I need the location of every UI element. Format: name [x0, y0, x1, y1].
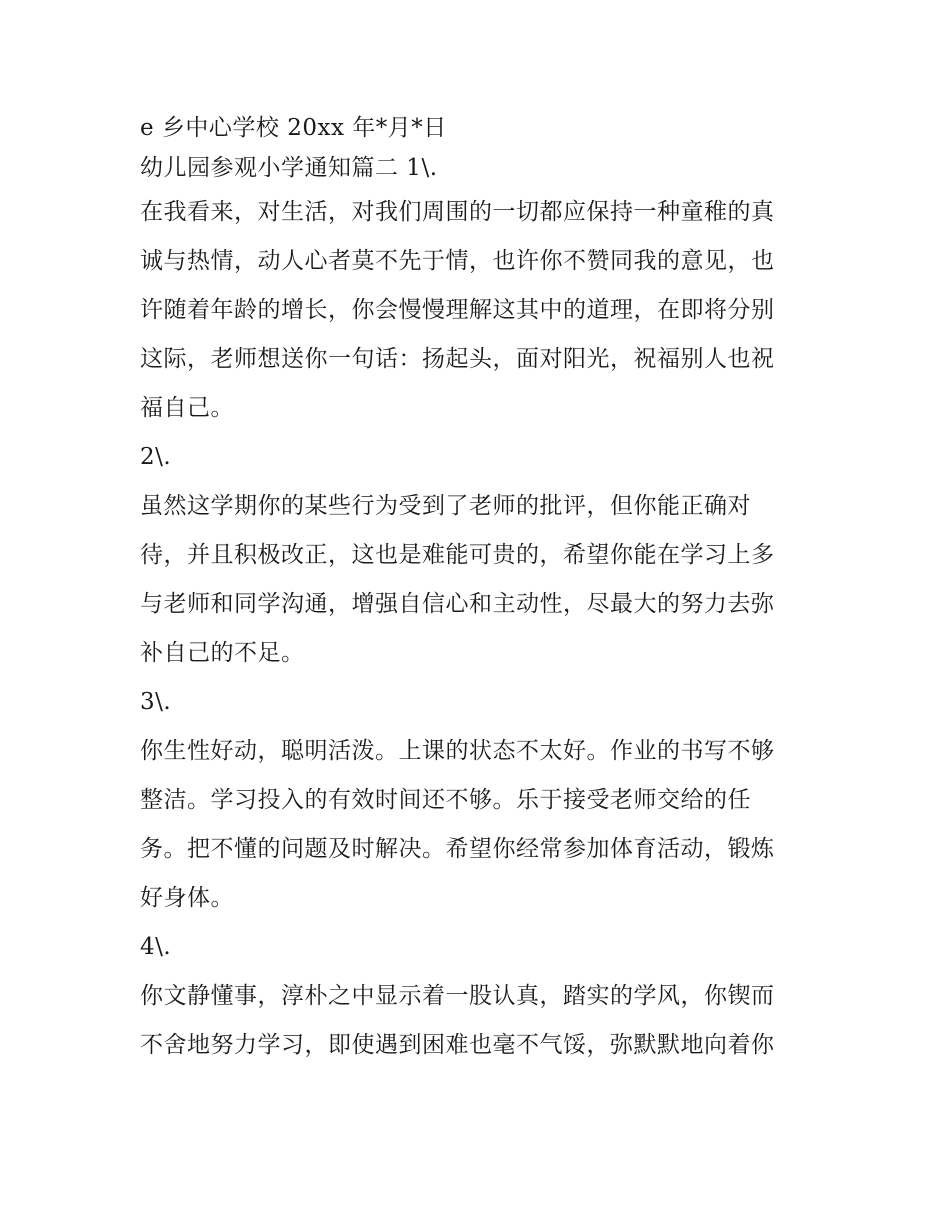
section-number: 4\.	[140, 934, 172, 960]
paragraph-line: 待，并且积极改正，这也是难能可贵的，希望你能在学习上多	[140, 542, 775, 568]
paragraph-line: 这际，老师想送你一句话：扬起头，面对阳光，祝福别人也祝	[140, 346, 775, 372]
section-2	[140, 433, 820, 678]
paragraph-line: 许随着年龄的增长，你会慢慢理解这其中的道理，在即将分别	[140, 297, 775, 323]
section-number: 3\.	[140, 689, 172, 715]
paragraph-line: 整洁。学习投入的有效时间还不够。乐于接受老师交给的任	[140, 787, 751, 813]
section-4	[140, 923, 820, 1070]
paragraph-line: 虽然这学期你的某些行为受到了老师的批评，但你能正确对	[140, 493, 751, 519]
paragraph-line: 补自己的不足。	[140, 640, 305, 666]
paragraph-line: 诚与热情，动人心者莫不先于情，也许你不赞同我的意见，也	[140, 248, 775, 274]
section-number: 2\.	[140, 444, 172, 470]
section-1	[140, 188, 820, 433]
paragraph-line: 好身体。	[140, 885, 234, 911]
paragraph-line: 与老师和同学沟通，增强自信心和主动性，尽最大的努力去弥	[140, 591, 775, 617]
document-title: 幼儿园参观小学通知篇二 1\.	[140, 155, 438, 181]
paragraph-line: 你文静懂事，淳朴之中显示着一股认真，踏实的学风，你锲而	[140, 983, 775, 1009]
paragraph-line: 你生性好动，聪明活泼。上课的状态不太好。作业的书写不够	[140, 738, 775, 764]
paragraph-line: 在我看来，对生活，对我们周围的一切都应保持一种童稚的真	[140, 199, 775, 225]
paragraph-line: 务。把不懂的问题及时解决。希望你经常参加体育活动，锻炼	[140, 836, 775, 862]
section-3	[140, 678, 820, 923]
paragraph-line: 福自己。	[140, 395, 234, 421]
paragraph-line: 不舍地努力学习，即使遇到困难也毫不气馁，弥默默地向着你	[140, 1032, 775, 1058]
document-page	[140, 108, 820, 1070]
school-date-line: e 乡中心学校 20xx 年*月*日	[140, 115, 447, 141]
